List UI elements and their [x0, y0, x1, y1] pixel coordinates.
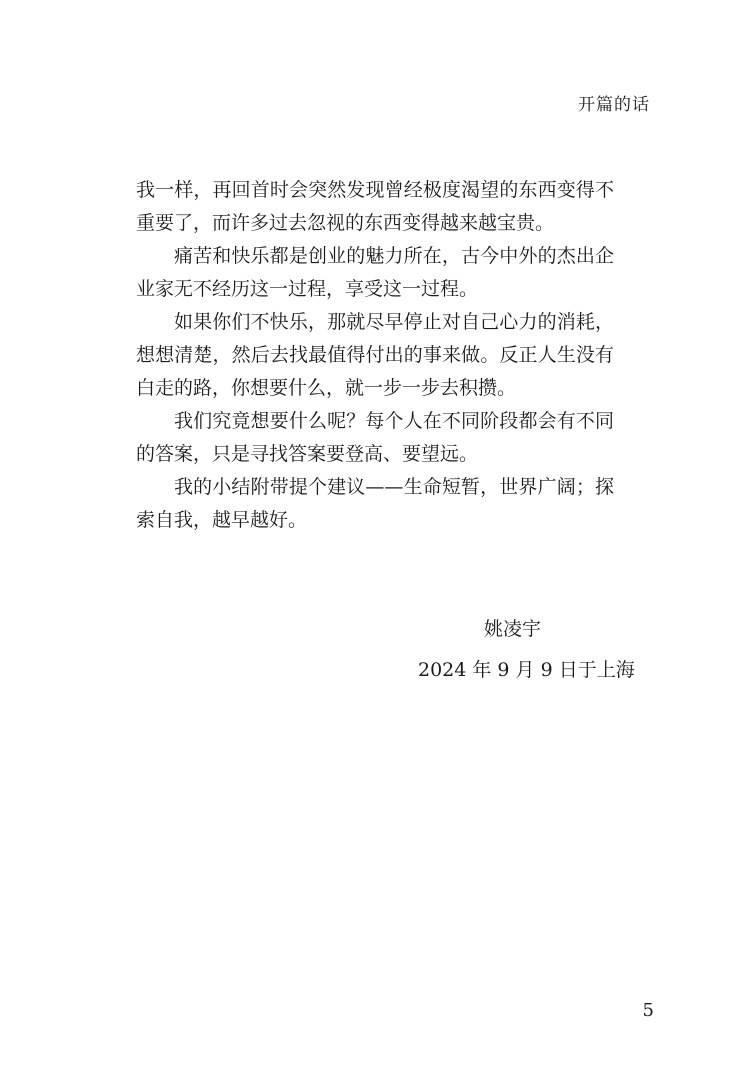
running-header-title: 开篇的话	[578, 95, 650, 115]
paragraph-5: 我的小结附带提个建议——生命短暂，世界广阔；探索自我，越早越好。	[136, 476, 614, 531]
page-number: 5	[642, 1000, 654, 1021]
paragraph-4: 我们究竟想要什么呢？每个人在不同阶段都会有不同的答案，只是寻找答案要登高、要望远。	[136, 410, 614, 465]
paragraph-1: 我一样，再回首时会突然发现曾经极度渴望的东西变得不重要了，而许多过去忽视的东西变得越来越宝贵。	[136, 179, 614, 234]
body-text	[136, 174, 614, 537]
paragraph-3: 如果你们不快乐，那就尽早停止对自己心力的消耗，想想清楚，然后去找最值得付出的事来做。反正人生没有白走的路，你想要什么，就一步一步去积攒。	[136, 311, 614, 399]
signature-author: 姚凌宇	[484, 618, 542, 640]
signature-date: 2024 年 9 月 9 日于上海	[418, 659, 635, 681]
paragraph-2: 痛苦和快乐都是创业的魅力所在，古今中外的杰出企业家无不经历这一过程，享受这一过程。	[136, 245, 614, 300]
